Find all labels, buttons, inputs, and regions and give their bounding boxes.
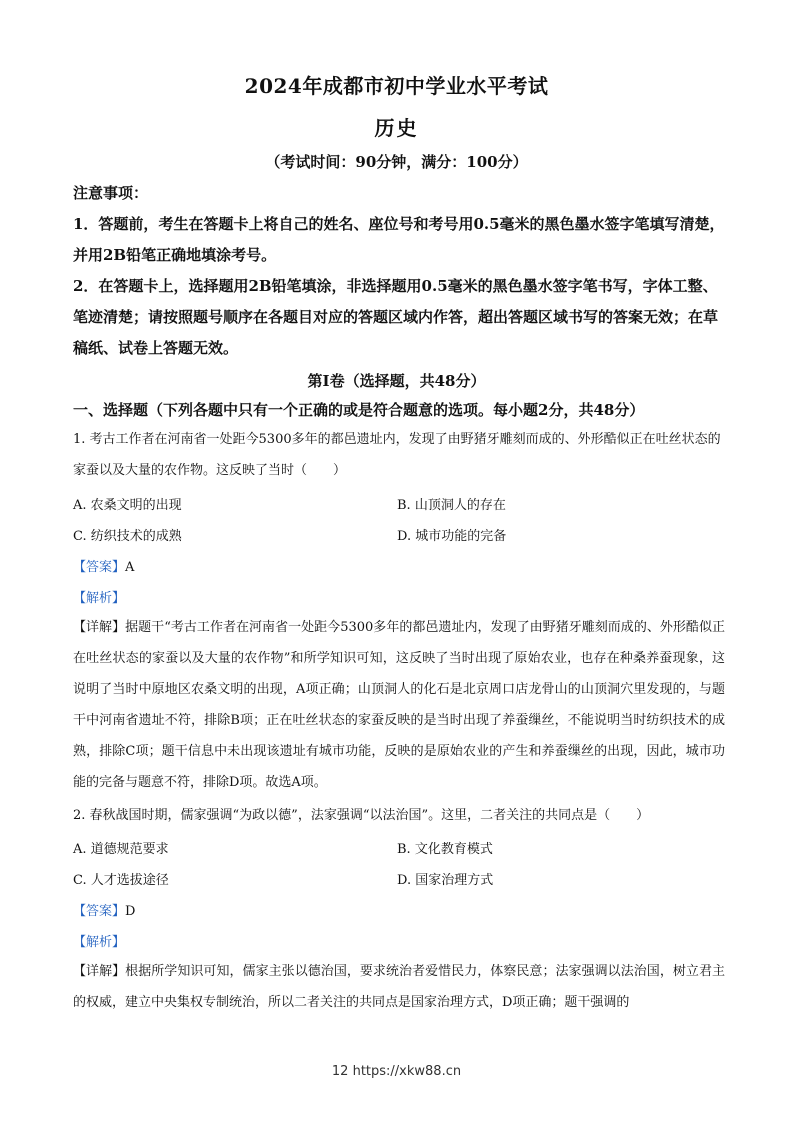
question-2-detail [73, 956, 725, 1018]
notice-item-2: 2．在答题卡上，选择题用2B铅笔填涂，非选择题用0.5毫米的黑色墨水签字笔书写，字体工整、笔迹清楚；请按照题号顺序在各题目对应的答题区域内作答，超出答题区域书写的答案无效；在草稿纸、试卷上答题无效。 [73, 277, 719, 357]
question-1-detail [73, 612, 725, 798]
question-1-stem: 1. 考古工作者在河南省一处距今5300多年的都邑遗址内，发现了由野猪牙雕刻而成的、外形酷似正在吐丝状态的家蚕以及大量的农作物。这反映了当时（ ） [73, 432, 721, 478]
notice-heading: 注意事项： [73, 184, 149, 202]
analysis-tag: 【解析】 [73, 591, 126, 606]
question-1-option-c: C. 纺织技术的成熟 [73, 529, 182, 544]
page-footer: 12 https://xkw88.cn [331, 1064, 462, 1079]
answer-value: A [125, 560, 135, 575]
detail-text: 根据所学知识可知，儒家主张以德治国，要求统治者爱惜民力，体察民意；法家强调以法治国，树立君主的权威，建立中央集权专制统治，所以二者关注的共同点是国家治理方式，D项正确；题干强调的 [73, 964, 725, 1010]
question-1-option-a: A. 农桑文明的出现 [73, 498, 182, 513]
question-1-analysis [73, 587, 125, 606]
part-title: 一、选择题（下列各题中只有一个正确的或是符合题意的选项。每小题2分，共48分） [73, 401, 645, 419]
exam-title: 2024年成都市初中学业水平考试 [244, 74, 549, 98]
detail-tag: 【详解】 [73, 964, 126, 979]
answer-tag: 【答案】 [73, 904, 126, 919]
answer-value: D [125, 904, 136, 919]
question-2-option-a: A. 道德规范要求 [73, 842, 169, 857]
question-2-analysis [73, 931, 125, 950]
detail-text: 据题干“考古工作者在河南省一处距今5300多年的都邑遗址内，发现了由野猪牙雕刻而成的、外形酷似正在吐丝状态的家蚕以及大量的农作物”和所学知识可知，这反映了当时出现了原始农业，也存在种桑养蚕现象，这说明了当时中原地区农桑文明的出现，A项正确；山顶洞人的化石是北京周口店龙骨山的山顶洞穴里发现的，与题干中河南省遗址不符，排除B项；正在吐丝状态的家蚕反映的是当时出现了养蚕缫丝，不能说明当时纺织技术的成熟，排除C项；题干信息中未出现该遗址有城市功能，反映的是原始农业的产生和养蚕缫丝的出现，因此，城市功能的完备与题意不符，排除D项。故选A项。 [73, 620, 725, 790]
question-2-option-d: D. 国家治理方式 [397, 873, 494, 888]
question-2-option-c: C. 人才选拔途径 [73, 873, 169, 888]
volume-title: 第Ⅰ卷（选择题，共48分） [307, 372, 486, 390]
question-2-stem: 2. 春秋战国时期，儒家强调“为政以德”，法家强调“以法治国”。这里，二者关注的共同点是（ ） [73, 808, 650, 823]
question-1-option-b: B. 山顶洞人的存在 [397, 498, 506, 513]
question-1-option-d: D. 城市功能的完备 [397, 529, 507, 544]
answer-tag: 【答案】 [73, 560, 126, 575]
question-2-answer [73, 900, 135, 919]
question-2-option-b: B. 文化教育模式 [397, 842, 493, 857]
notice-item-1: 1．答题前，考生在答题卡上将自己的姓名、座位号和考号用0.5毫米的黑色墨水签字笔填写清楚，并用2B铅笔正确地填涂考号。 [73, 215, 725, 264]
question-1-answer [73, 556, 134, 575]
exam-info: （考试时间：90分钟，满分：100分） [265, 153, 528, 171]
analysis-tag: 【解析】 [73, 935, 126, 950]
subject-title: 历史 [374, 116, 419, 140]
detail-tag: 【详解】 [73, 620, 126, 635]
